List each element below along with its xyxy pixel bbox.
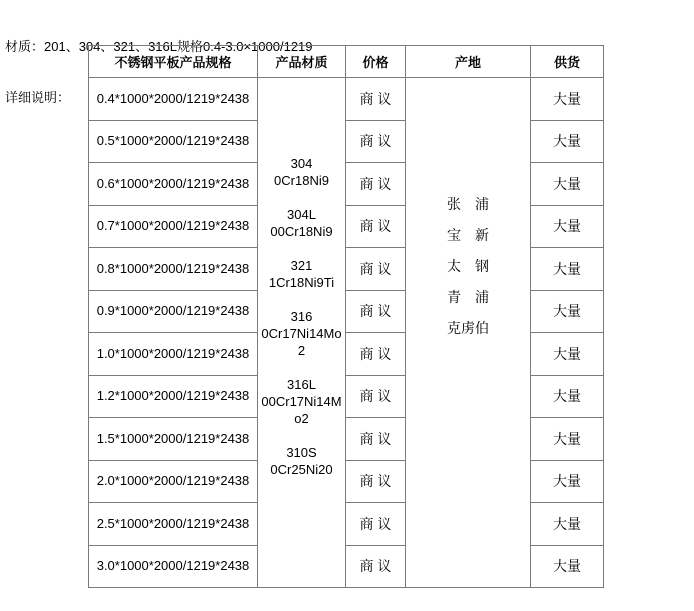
col-header-spec: 不锈钢平板产品规格 (89, 46, 258, 78)
origin-name: 宝 新 (447, 227, 489, 243)
price-cell: 商 议 (346, 333, 406, 376)
material-name: 310S (286, 445, 317, 460)
material-item (260, 155, 343, 189)
detail-caption: 详细说明： (5, 90, 71, 105)
price-cell: 商 议 (346, 460, 406, 503)
material-name: 304L (287, 207, 316, 222)
spec-cell: 0.8*1000*2000/1219*2438 (89, 248, 258, 291)
spec-cell: 2.5*1000*2000/1219*2438 (89, 503, 258, 546)
material-grade: 0Cr18Ni9 (274, 173, 329, 188)
supply-cell: 大量 (531, 205, 604, 248)
material-cell (258, 78, 346, 588)
price-cell: 商 议 (346, 163, 406, 206)
material-name: 304 (290, 156, 313, 171)
spec-cell: 0.9*1000*2000/1219*2438 (89, 290, 258, 333)
material-item (260, 444, 343, 478)
price-cell: 商 议 (346, 375, 406, 418)
supply-cell: 大量 (531, 78, 604, 121)
supply-cell: 大量 (531, 163, 604, 206)
supply-cell: 大量 (531, 460, 604, 503)
price-cell: 商 议 (346, 545, 406, 588)
supply-cell: 大量 (531, 120, 604, 163)
price-cell: 商 议 (346, 120, 406, 163)
material-grade: 0Cr17Ni14Mo2 (261, 326, 342, 358)
origin-name: 太 钢 (447, 258, 489, 274)
material-item (260, 206, 343, 240)
material-item (260, 376, 343, 427)
table-row (89, 78, 604, 121)
spec-cell: 0.7*1000*2000/1219*2438 (89, 205, 258, 248)
spec-cell: 2.0*1000*2000/1219*2438 (89, 460, 258, 503)
material-name: 321 (290, 258, 313, 273)
col-header-supply: 供货 (531, 46, 604, 78)
col-header-origin: 产地 (406, 46, 531, 78)
material-name: 316 (290, 309, 313, 324)
origin-name: 张 浦 (447, 196, 489, 212)
material-grade: 1Cr18Ni9Ti (268, 275, 335, 290)
material-name: 316L (287, 377, 316, 392)
spec-cell: 1.0*1000*2000/1219*2438 (89, 333, 258, 376)
price-cell: 商 议 (346, 248, 406, 291)
origin-name: 克虏伯 (447, 320, 489, 336)
material-grade: 00Cr17Ni14Mo2 (261, 394, 342, 426)
origin-name: 青 浦 (447, 289, 489, 305)
table-header-row (89, 46, 604, 78)
spec-cell: 0.6*1000*2000/1219*2438 (89, 163, 258, 206)
col-header-price: 价格 (346, 46, 406, 78)
price-cell: 商 议 (346, 290, 406, 333)
supply-cell: 大量 (531, 503, 604, 546)
supply-cell: 大量 (531, 375, 604, 418)
material-grade: 00Cr18Ni9 (270, 224, 333, 239)
material-grade: 0Cr25Ni20 (270, 462, 333, 477)
spec-cell: 3.0*1000*2000/1219*2438 (89, 545, 258, 588)
spec-cell: 0.5*1000*2000/1219*2438 (89, 120, 258, 163)
material-item (260, 257, 343, 291)
supply-cell: 大量 (531, 545, 604, 588)
supply-cell: 大量 (531, 418, 604, 461)
origin-cell (406, 78, 531, 588)
supply-cell: 大量 (531, 333, 604, 376)
col-header-material: 产品材质 (258, 46, 346, 78)
price-cell: 商 议 (346, 503, 406, 546)
material-summary-line: 材质：201、304、321、316L规格0.4-3.0×1000/1219 (5, 39, 313, 54)
price-cell: 商 议 (346, 205, 406, 248)
supply-cell: 大量 (531, 248, 604, 291)
price-cell: 商 议 (346, 78, 406, 121)
spec-cell: 1.2*1000*2000/1219*2438 (89, 375, 258, 418)
product-spec-table (88, 45, 604, 588)
supply-cell: 大量 (531, 290, 604, 333)
spec-cell: 1.5*1000*2000/1219*2438 (89, 418, 258, 461)
spec-cell: 0.4*1000*2000/1219*2438 (89, 78, 258, 121)
material-item (260, 308, 343, 359)
price-cell: 商 议 (346, 418, 406, 461)
